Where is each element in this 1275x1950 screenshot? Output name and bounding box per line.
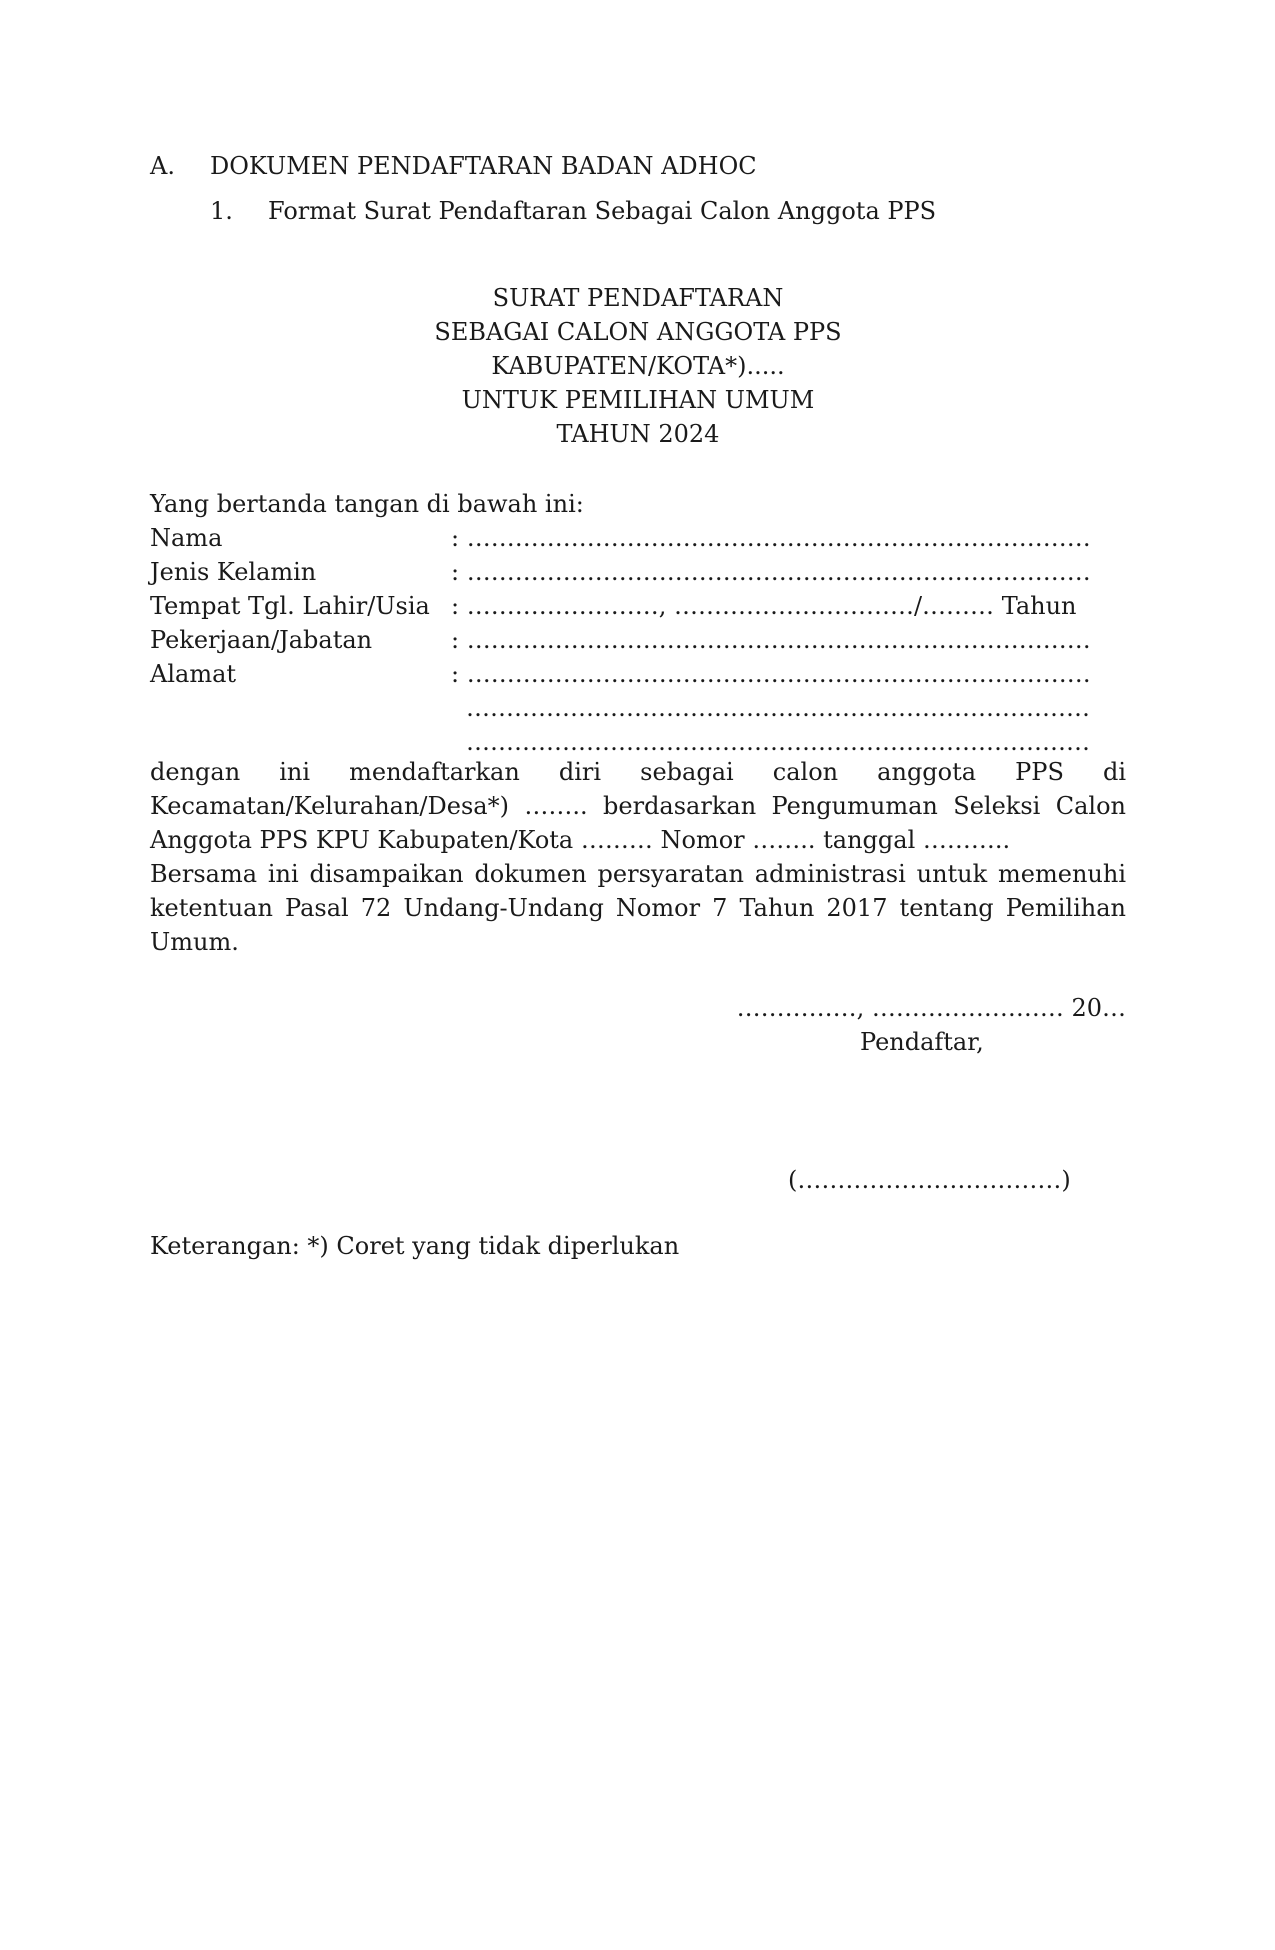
field-value-alamat-line2: …………………………………………………………………… — [466, 694, 1090, 722]
field-label-jenis-kelamin: Jenis Kelamin — [150, 558, 317, 586]
item-title: Format Surat Pendaftaran Sebagai Calon Anggota PPS — [268, 197, 937, 225]
field-value-jenis-kelamin: : …………………………………………………………………… — [451, 558, 1091, 586]
field-value-pekerjaan: : …………………………………………………………………… — [451, 626, 1091, 654]
footnote: Keterangan: *) Coret yang tidak diperlukan — [150, 1232, 680, 1260]
section-title: DOKUMEN PENDAFTARAN BADAN ADHOC — [210, 152, 757, 180]
field-value-tempat-tgl-lahir: : ……………………, …………………………/……… Tahun — [451, 592, 1077, 620]
paragraph-line: Bersama ini disampaikan dokumen persyaratan administrasi untuk memenuhi — [150, 860, 1126, 888]
body-paragraph-2 — [150, 857, 1126, 959]
field-label-alamat: Alamat — [150, 660, 237, 688]
field-value-alamat: : …………………………………………………………………… — [451, 660, 1091, 688]
field-value-nama: : …………………………………………………………………… — [451, 524, 1091, 552]
paragraph-line: Umum. — [150, 928, 239, 956]
paragraph-line: dengan ini mendaftarkan diri sebagai calon anggota PPS di — [150, 758, 1126, 786]
signature-date-line: ……………, …………………… 20… — [736, 994, 1126, 1022]
heading-line: KABUPATEN/KOTA*)..... — [491, 352, 785, 380]
body-paragraph-1 — [150, 755, 1126, 857]
heading-line: SEBAGAI CALON ANGGOTA PPS — [434, 318, 842, 346]
field-label-pekerjaan: Pekerjaan/Jabatan — [150, 626, 373, 654]
signature-label: Pendaftar, — [860, 1028, 984, 1056]
intro-text: Yang bertanda tangan di bawah ini: — [150, 490, 584, 518]
paragraph-line: Anggota PPS KPU Kabupaten/Kota ……… Nomor …….. tanggal ……….. — [150, 826, 1011, 854]
signature-name-placeholder: (……………………………) — [788, 1166, 1071, 1194]
paragraph-line: Kecamatan/Kelurahan/Desa*) …….. berdasarkan Pengumuman Seleksi Calon — [150, 792, 1126, 820]
heading-line: SURAT PENDAFTARAN — [492, 284, 784, 312]
field-label-tempat-tgl-lahir: Tempat Tgl. Lahir/Usia — [150, 592, 430, 620]
field-value-alamat-line3: …………………………………………………………………… — [466, 728, 1090, 756]
letter-heading — [150, 281, 1126, 451]
heading-line: TAHUN 2024 — [556, 420, 720, 448]
paragraph-line: ketentuan Pasal 72 Undang-Undang Nomor 7 Tahun 2017 tentang Pemilihan — [150, 894, 1126, 922]
section-letter: A. — [150, 152, 175, 180]
item-number: 1. — [210, 197, 233, 225]
field-label-nama: Nama — [150, 524, 223, 552]
heading-line: UNTUK PEMILIHAN UMUM — [461, 386, 815, 414]
